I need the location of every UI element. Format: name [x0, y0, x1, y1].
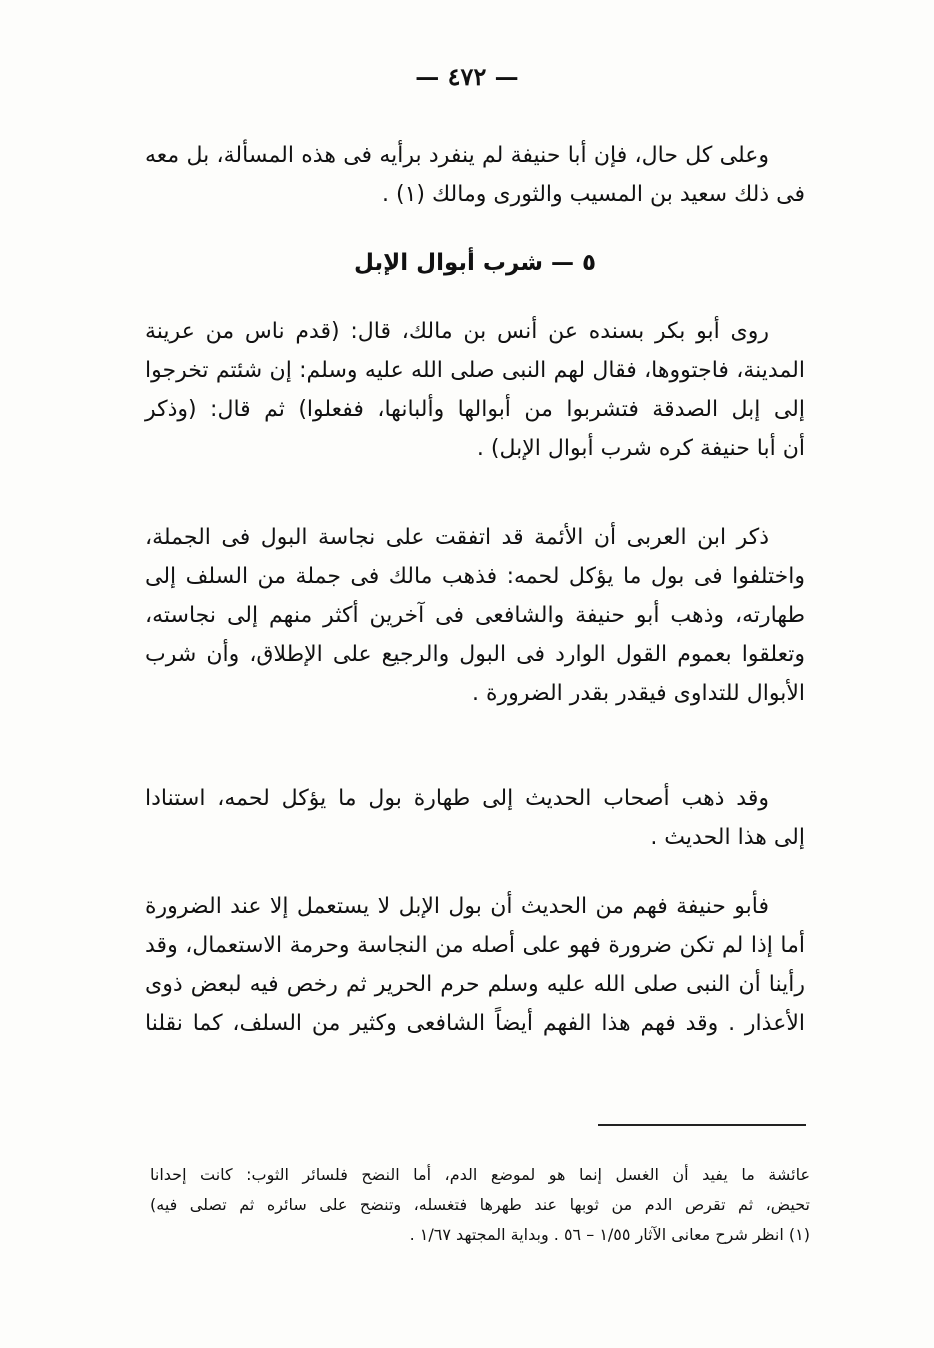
text-line: وعلى كل حال، فإن أبا حنيفة لم ينفرد برأيه فى هذه المسألة، بل معه	[145, 143, 769, 168]
paragraph-5	[145, 887, 805, 1043]
text-line: وتعلقوا بعموم القول الوارد فى البول والرجيع على الإطلاق، وأن شرب	[145, 642, 805, 667]
footnote-line: (١) انظر شرح معانى الآثار ١/٥٥ – ٥٦ . وبداية المجتهد ١/٦٧ .	[409, 1225, 810, 1244]
paragraph-1	[145, 136, 805, 214]
text-line: المدينة، فاجتووها، فقال لهم النبى صلى الله عليه وسلم: إن شئتم تخرجوا	[145, 358, 805, 383]
text-line: الأبوال للتداوى فيقدر بقدر الضرورة .	[471, 681, 805, 706]
text-line: فأبو حنيفة فهم من الحديث أن بول الإبل لا يستعمل إلا عند الضرورة	[145, 894, 769, 919]
section-heading: ٥ — شرب أبوال الإبل	[353, 250, 597, 276]
text-line: الأعذار . وقد فهم هذا الفهم أيضاً الشافعى وكثير من السلف، كما نقلنا	[145, 1011, 805, 1036]
footnote-line: عائشة ما يفيد أن الغسل إنما هو لموضع الدم، أما النضح فلسائر الثوب: كانت إحدانا	[150, 1165, 810, 1184]
page-number: — ٤٧٢ —	[415, 62, 519, 91]
text-line: وقد ذهب أصحاب الحديث إلى طهارة بول ما يؤكل لحمه، استنادا	[145, 786, 769, 811]
text-line: فى ذلك سعيد بن المسيب والثورى ومالك (١) .	[382, 182, 805, 207]
text-line: رأينا أن النبى صلى الله عليه وسلم حرم الحرير ثم رخص فيه لبعض ذوى	[145, 972, 805, 997]
paragraph-4	[145, 779, 805, 857]
footnote-divider	[598, 1124, 806, 1126]
footnotes	[150, 1160, 810, 1250]
paragraph-2	[145, 312, 805, 468]
paragraph-3	[145, 518, 805, 713]
text-line: أما إذا لم تكن ضرورة فهو على أصله من النجاسة وحرمة الاستعمال، وقد	[145, 933, 805, 958]
text-line: طهارته، وذهب أبو حنيفة والشافعى فى آخرين أكثر منهم إلى نجاسته،	[145, 603, 805, 628]
footnote-line: تحيض، ثم تقرص الدم من ثوبها عند طهرها فتغسله، وتنضح على سائره ثم تصلى فيه)	[150, 1195, 810, 1214]
text-line: أن أبا حنيفة كره شرب أبوال الإبل) .	[476, 436, 805, 461]
text-line: ذكر ابن العربى أن الأئمة قد اتفقت على نجاسة البول فى الجملة،	[145, 525, 769, 550]
text-line: روى أبو بكر بسنده عن أنس بن مالك، قال: (قدم ناس من عرينة	[145, 319, 769, 344]
text-line: إلى إبل الصدقة فتشربوا من أبوالها وألبانها، ففعلوا) ثم قال: (وذكر	[145, 397, 805, 422]
text-line: واختلفوا فى بول ما يؤكل لحمه: فذهب مالك فى جملة من السلف إلى	[145, 564, 805, 589]
text-line: إلى هذا الحديث .	[650, 825, 805, 850]
